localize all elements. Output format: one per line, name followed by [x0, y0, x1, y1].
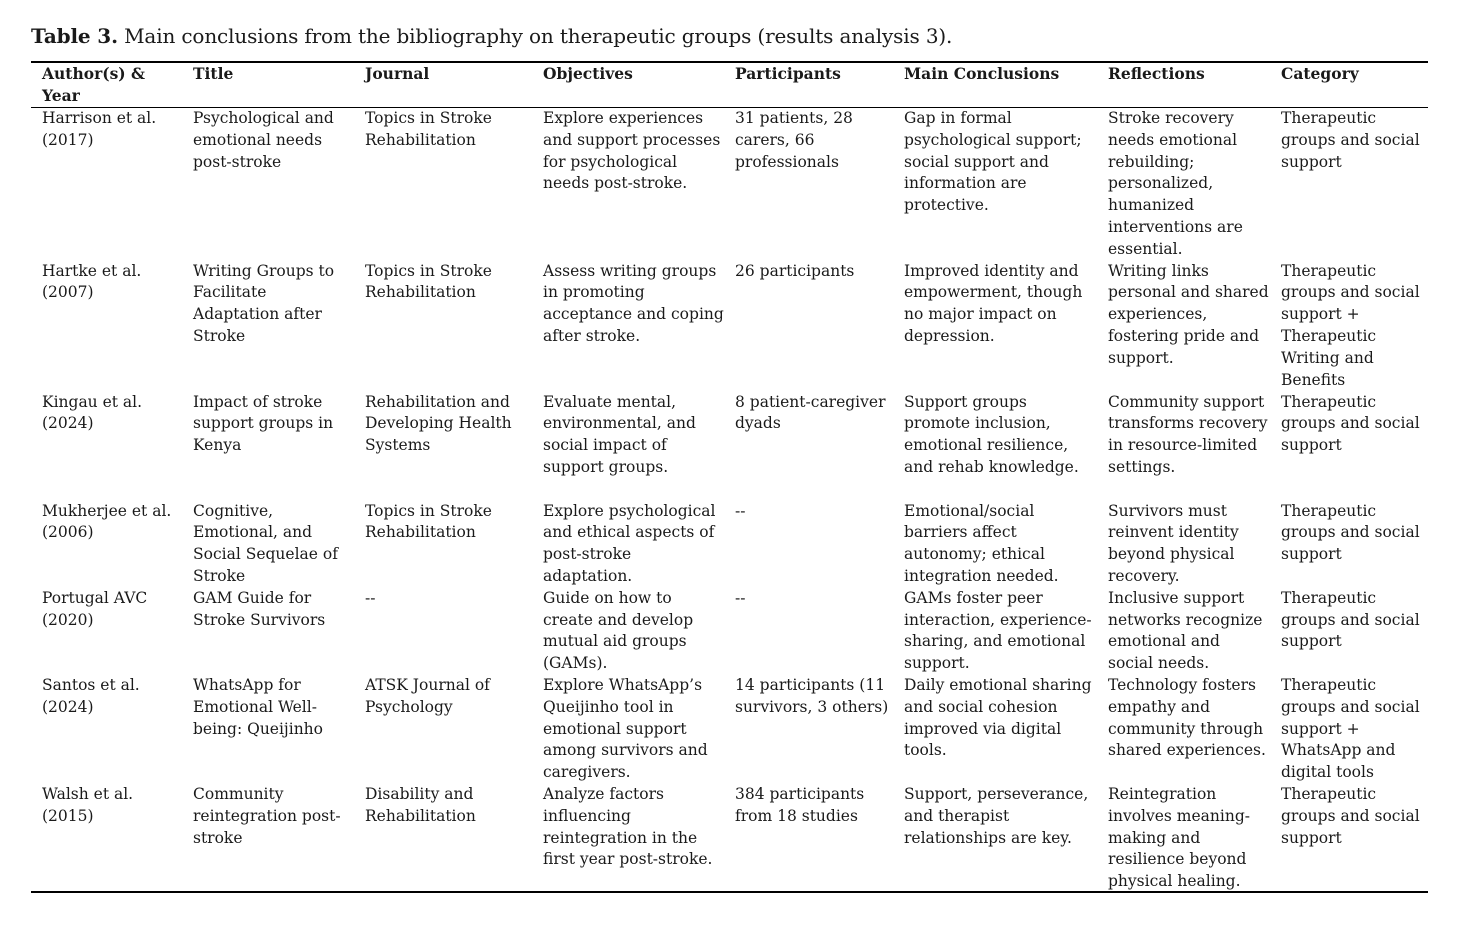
cell-reflections: Community support transforms recovery in resource-limited settings.	[1108, 392, 1268, 476]
table-row	[31, 784, 1428, 893]
cell-participants: 31 patients, 28 carers, 66 professionals	[735, 109, 853, 171]
cell-main-conclusions: Gap in formal psychological support; social support and information are protective.	[904, 109, 1082, 215]
cell-journal: Topics in Stroke Rehabilitation	[365, 501, 492, 542]
cell-journal: ATSK Journal of Psychology	[365, 675, 490, 716]
cell-journal: --	[365, 588, 376, 607]
cell-objectives: Guide on how to create and develop mutual aid groups (GAMs).	[543, 588, 694, 673]
cell-main-conclusions: Daily emotional sharing and social cohesion improved via digital tools.	[904, 675, 1092, 760]
cell-title: Community reintegration post-stroke	[193, 784, 341, 847]
cell-participants: 8 patient-caregiver dyads	[735, 392, 886, 433]
header-participants: Participants	[735, 64, 841, 83]
cell-journal: Topics in Stroke Rehabilitation	[365, 109, 492, 149]
cell-main-conclusions: Support groups promote inclusion, emotional resilience, and rehab knowledge.	[904, 392, 1079, 476]
cell-objectives: Analyze factors influencing reintegration in the first year post-stroke.	[543, 784, 713, 869]
cell-participants: --	[735, 588, 746, 607]
cell-title: GAM Guide for Stroke Survivors	[193, 588, 326, 629]
cell-category: Therapeutic groups and social support	[1281, 392, 1420, 455]
cell-category: Therapeutic groups and social support + WhatsApp and digital tools	[1281, 675, 1420, 782]
cell-objectives: Explore WhatsApp’s Queijinho tool in emotional support among survivors and caregivers.	[543, 675, 708, 782]
table-row	[31, 501, 1428, 588]
cell-reflections: Survivors must reinvent identity beyond physical recovery.	[1108, 501, 1239, 585]
cell-title: Impact of stroke support groups in Kenya	[193, 392, 334, 455]
table-row	[31, 588, 1428, 675]
cell-title: Cognitive, Emotional, and Social Sequelae of Stroke	[193, 501, 338, 585]
cell-journal: Topics in Stroke Rehabilitation	[365, 261, 492, 302]
table-caption-text: Main conclusions from the bibliography on therapeutic groups (results analysis 3).	[117, 24, 953, 48]
cell-participants: 14 participants (11 survivors, 3 others)	[735, 675, 889, 716]
cell-category: Therapeutic groups and social support	[1281, 109, 1420, 171]
cell-author-year: Harrison et al. (2017)	[42, 109, 157, 149]
conclusions-table	[31, 63, 1428, 893]
cell-reflections: Reintegration involves meaning-making and resilience beyond physical healing.	[1108, 784, 1250, 891]
cell-author-year: Walsh et al. (2015)	[42, 784, 134, 825]
cell-main-conclusions: GAMs foster peer interaction, experience-sharing, and emotional support.	[904, 588, 1092, 673]
cell-category: Therapeutic groups and social support	[1281, 501, 1420, 564]
table-row	[31, 107, 1428, 261]
table-row	[31, 675, 1428, 784]
table-row	[31, 392, 1428, 501]
cell-author-year: Kingau et al. (2024)	[42, 392, 143, 433]
cell-participants: 384 participants from 18 studies	[735, 784, 865, 825]
header-title: Title	[193, 64, 234, 83]
cell-title: Psychological and emotional needs post-stroke	[193, 109, 334, 171]
table-caption	[31, 23, 952, 49]
table-caption-label: Table 3.	[31, 24, 118, 48]
cell-author-year: Mukherjee et al. (2006)	[42, 501, 172, 542]
cell-participants: --	[735, 501, 746, 520]
cell-author-year: Santos et al. (2024)	[42, 675, 140, 716]
cell-journal: Disability and Rehabilitation	[365, 784, 476, 825]
cell-reflections: Writing links personal and shared experiences, fostering pride and support.	[1108, 261, 1269, 367]
cell-category: Therapeutic groups and social support	[1281, 784, 1420, 847]
table-header-row	[31, 63, 1428, 107]
cell-main-conclusions: Emotional/social barriers affect autonomy; ethical integration needed.	[904, 501, 1059, 585]
cell-author-year: Hartke et al. (2007)	[42, 261, 142, 302]
cell-reflections: Stroke recovery needs emotional rebuilding; personalized, humanized interventions are essential.	[1108, 109, 1243, 258]
header-author-year: Author(s) & Year	[42, 64, 146, 105]
cell-objectives: Assess writing groups in promoting acceptance and coping after stroke.	[543, 261, 724, 345]
cell-objectives: Explore psychological and ethical aspects of post-stroke adaptation.	[543, 501, 716, 585]
cell-main-conclusions: Improved identity and empowerment, though no major impact on depression.	[904, 261, 1083, 345]
header-reflections: Reflections	[1108, 64, 1205, 83]
header-main-conclusions: Main Conclusions	[904, 64, 1060, 83]
cell-author-year: Portugal AVC (2020)	[42, 588, 148, 629]
cell-main-conclusions: Support, perseverance, and therapist relationships are key.	[904, 784, 1089, 847]
header-objectives: Objectives	[543, 64, 633, 83]
cell-objectives: Evaluate mental, environmental, and social impact of support groups.	[543, 392, 696, 476]
cell-reflections: Inclusive support networks recognize emotional and social needs.	[1108, 588, 1263, 673]
cell-title: Writing Groups to Facilitate Adaptation after Stroke	[193, 261, 335, 345]
table-row	[31, 261, 1428, 392]
cell-journal: Rehabilitation and Developing Health Systems	[365, 392, 512, 455]
cell-participants: 26 participants	[735, 261, 855, 280]
cell-title: WhatsApp for Emotional Well-being: Queijinho	[193, 675, 323, 738]
cell-reflections: Technology fosters empathy and community through shared experiences.	[1108, 675, 1266, 760]
cell-category: Therapeutic groups and social support	[1281, 588, 1420, 651]
cell-category: Therapeutic groups and social support + Therapeutic Writing and Benefits	[1281, 261, 1420, 389]
header-journal: Journal	[365, 64, 430, 83]
cell-objectives: Explore experiences and support processes for psychological needs post-stroke.	[543, 109, 721, 193]
header-category: Category	[1281, 64, 1359, 83]
